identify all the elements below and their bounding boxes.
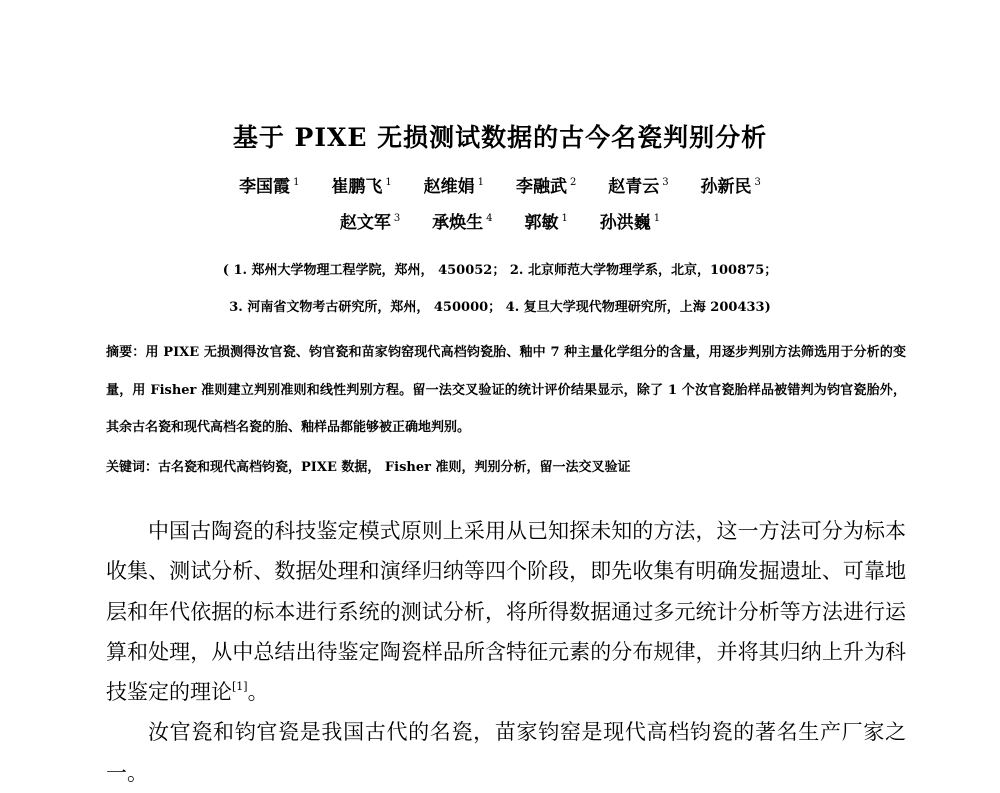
author-list-row-1 — [0, 172, 1000, 197]
author: 崔鹏飞 $^1$ — [331, 177, 392, 197]
affiliation-line-2: 3. 河南省文物考古研究所，郑州， 450000； 4. 复旦大学现代物理研究所，上海 200433) — [229, 300, 771, 315]
body-paragraph-1: 中国古陶瓷的科技鉴定模式原则上采用从已知探未知的方法，这一方法可分为标本收集、测试分析、数据处理和演绎归纳等四个阶段，即先收集有明确发掘遗址、可靠地层和年代依据的标本进行系统的测试分析，将所得数据通过多元统计分析等方法进行运算和处理，从中总结出待鉴定陶瓷样品所含特征元素的分布规律，并将其归纳上升为科技鉴定的理论[1]。 — [106, 519, 906, 705]
abstract — [106, 334, 906, 447]
abstract-text: 用 PIXE 无损测得汝官瓷、钧官瓷和苗家钧窑现代高档钧瓷胎、釉中 7 种主量化学组分的含量，用逐步判别方法筛选用于分析的变量，用 Fisher 准则建立判别准则和线性判别方程。留一法交叉验证的统计评价结果显示，除了 1 个汝官瓷胎样品被错判为钧官瓷胎外，其余古名瓷和现代高档名瓷的胎、釉样品都能够被正确地判别。 — [106, 345, 906, 435]
keywords-text: 古名瓷和现代高档钧瓷，PIXE 数据， Fisher 准则，判别分析，留一法交叉验证 — [158, 460, 631, 475]
author: 赵文军 $^3$ — [339, 213, 401, 233]
author: 赵青云 $^3$ — [608, 177, 669, 197]
author: 孙新民 $^3$ — [700, 177, 761, 197]
author: 李融武 $^2$ — [515, 177, 577, 197]
author: 李国霞 $^1$ — [239, 177, 300, 197]
author: 郭敏 $^1$ — [524, 213, 568, 233]
body-paragraph-2: 汝官瓷和钧官瓷是我国古代的名瓷，苗家钧窑是现代高档钧瓷的著名生产厂家之一。 — [106, 720, 906, 785]
author: 承焕生 $^4$ — [432, 213, 493, 233]
author: 赵维娟 $^1$ — [423, 177, 485, 197]
author-list-row-2 — [0, 208, 1000, 233]
paper-title: 基于 PIXE 无损测试数据的古今名瓷判别分析 — [232, 123, 768, 152]
keywords-label: 关键词： — [106, 460, 159, 475]
citation-reference: [1] — [232, 680, 248, 694]
abstract-label: 摘要： — [106, 345, 146, 360]
body-text — [106, 511, 906, 793]
affiliation-line-1: ( 1. 郑州大学物理工程学院，郑州， 450052； 2. 北京师范大学物理学系，北京，100875； — [222, 263, 778, 278]
author: 孙洪巍 $^1$ — [599, 213, 661, 233]
keywords — [106, 456, 906, 475]
